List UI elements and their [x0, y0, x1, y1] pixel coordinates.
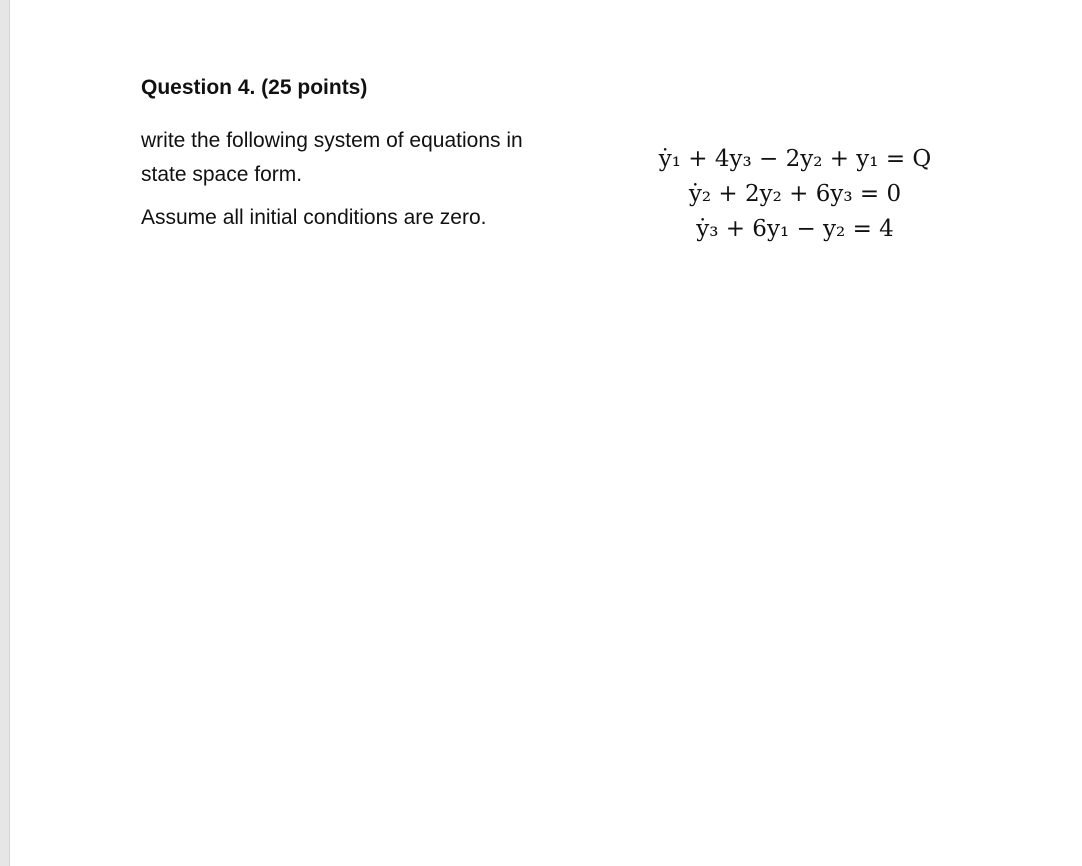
equation-system	[615, 142, 975, 247]
assumption-text: Assume all initial conditions are zero.	[141, 206, 487, 229]
equation-3: ẏ₃ + 6y₁ − y₂ = 4	[696, 216, 894, 242]
instruction-text	[141, 124, 591, 192]
question-title: Question 4. (25 points)	[141, 76, 368, 99]
equation-1: ẏ₁ + 4y₃ − 2y₂ + y₁ = Q	[658, 146, 932, 172]
equation-2: ẏ₂ + 2y₂ + 6y₃ = 0	[688, 181, 902, 207]
instruction-line-1: write the following system of equations in	[141, 129, 523, 152]
instruction-line-2: state space form.	[141, 163, 303, 186]
page-left-margin	[0, 0, 10, 866]
